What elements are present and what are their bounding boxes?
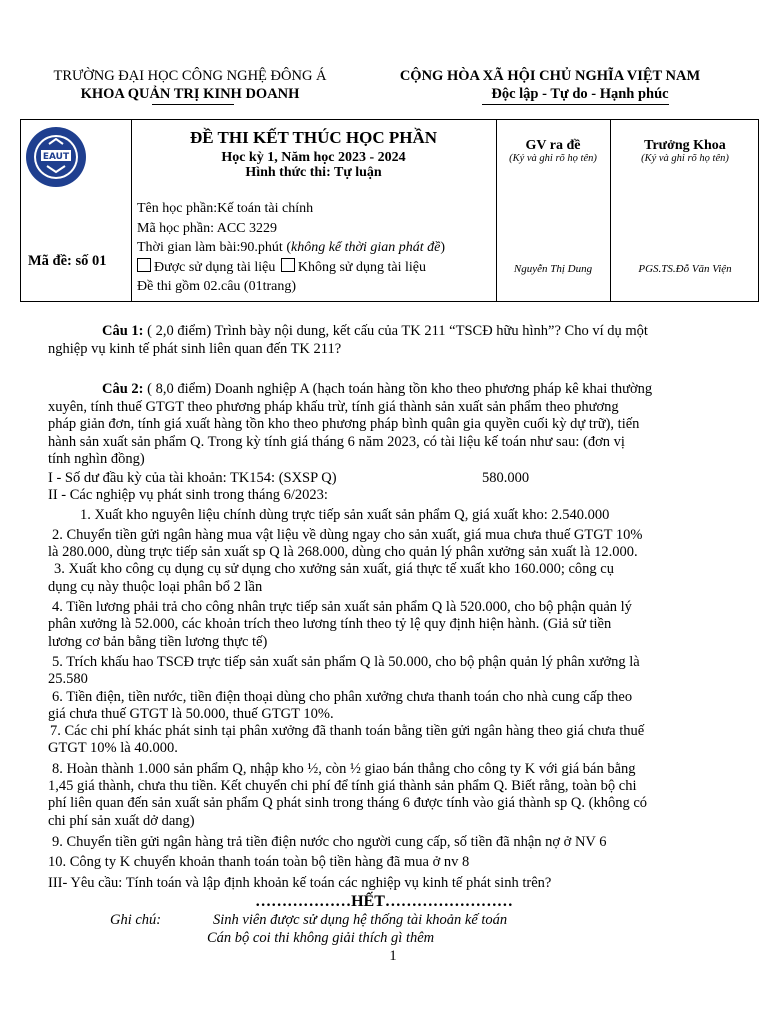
logo-center-text: EAUT <box>42 152 70 162</box>
lecturer-title: GV ra đề <box>525 138 581 153</box>
exam-time-end: ) <box>440 240 446 255</box>
transaction-text: lương cơ bản bằng tiền lương thực tế) <box>48 633 268 650</box>
question-2-line: hành sản xuất sản phẩm Q. Trong kỳ tính giá tháng 6 năm 2023, có tài liệu kế toán như sau: (đơn vị <box>48 433 625 450</box>
course-code: Mã học phần: ACC 3229 <box>137 220 277 236</box>
transaction-list <box>48 505 740 524</box>
exam-info-table <box>20 119 759 302</box>
end-marker: ………………HẾT…………………… <box>255 893 513 910</box>
question-2-line: ( 8,0 điểm) Doanh nghiệp A (hạch toán hàng tồn kho theo phương pháp kê khai thường <box>143 381 653 397</box>
lecturer-name: Nguyễn Thị Dung <box>513 263 593 275</box>
requirement: III- Yêu cầu: Tính toán và lập định khoản kế toán các nghiệp vụ kinh tế phát sinh trên? <box>48 874 552 891</box>
question-2-line: tính nghìn đồng) <box>48 451 145 467</box>
dean-name: PGS.TS.Đỗ Văn Viện <box>638 263 732 275</box>
transaction-text: dụng cụ này thuộc loại phân bổ 2 lần <box>48 578 263 595</box>
question-2-line: pháp giản đơn, tính giá xuất hàng tồn kho theo phương pháp bình quân gia quyền cuối kỳ dự trữ), tiến <box>48 416 640 432</box>
opening-balance <box>48 470 740 487</box>
lecturer-note: (Ký và ghi rõ họ tên) <box>509 153 597 164</box>
transaction-text: 7. Các chi phí khác phát sinh tại phân xưởng đã thanh toán bằng tiền gửi ngân hàng theo giá chưa thuế <box>50 723 645 740</box>
transaction-text: chi phí sản xuất dở dang) <box>48 812 195 829</box>
opening-balance-label: I - Số dư đầu kỳ của tài khoản: TK154: (SXSP Q) <box>48 470 337 486</box>
question-2 <box>48 381 740 469</box>
transaction-text: 8. Hoàn thành 1.000 sản phẩm Q, nhập kho ½, còn ½ giao bán thẳng cho công ty K với giá bán bằng <box>52 760 636 777</box>
question-1-line: nghiệp vụ kinh tế phát sinh liên quan đến TK 211? <box>48 340 342 357</box>
transaction-text: giá chưa thuế GTGT là 50.000, thuế GTGT 10%. <box>48 705 334 722</box>
transaction-text: 1,45 giá thành, chưa thu tiền. Kết chuyển chi phí để tính giá thành sản phẩm Q. Biết rằng, toàn bộ chi <box>48 778 637 795</box>
exam-time-main: Thời gian làm bài:90.phút ( <box>137 240 291 255</box>
question-2-label: Câu 2: <box>102 381 144 397</box>
exam-code: Mã đề: số 01 <box>28 253 107 269</box>
transaction-text: 2. Chuyển tiền gửi ngân hàng mua vật liệu về dùng ngay cho sản xuất, giá mua chưa thuế GTGT 10% <box>52 526 643 543</box>
dean-note: (Ký và ghi rõ họ tên) <box>641 153 729 164</box>
section-title: II - Các nghiệp vụ phát sinh trong tháng 6/2023: <box>48 487 328 504</box>
course-name: Tên học phần:Kế toán tài chính <box>137 201 314 216</box>
transaction-text: 3. Xuất kho công cụ dụng cụ sử dụng cho xưởng sản xuất, giá thực tế xuất kho 160.000; công cụ <box>54 561 614 578</box>
transaction-text: 6. Tiền điện, tiền nước, tiền điện thoại dùng cho phân xưởng chưa thanh toán cho nhà cung cấp theo <box>52 688 633 705</box>
dean-title: Trưởng Khoa <box>644 138 726 153</box>
university-name: TRƯỜNG ĐẠI HỌC CÔNG NGHỆ ĐÔNG Á <box>53 68 327 84</box>
faculty-name-text: KHOA QUẢN TRỊ KINH DOANH <box>80 86 300 102</box>
faculty-underline <box>152 104 234 105</box>
exam-pages: Đề thi gồm 02.câu (01trang) <box>137 279 297 294</box>
exam-time-note: không kể thời gian phát đề <box>291 240 441 255</box>
opening-balance-value: 580.000 <box>482 470 530 486</box>
transaction-item <box>80 505 740 524</box>
transaction-text: 25.580 <box>48 671 88 688</box>
transaction-text: GTGT 10% là 40.000. <box>48 740 178 757</box>
transaction-text: là 280.000, dùng trực tiếp sản xuất sp Q là 268.000, dùng cho quản lý phân xưởng sản xuất là 12.000. <box>48 544 638 561</box>
university-logo <box>25 126 87 188</box>
faculty-name <box>20 86 360 103</box>
note-label: Ghi chú: <box>110 912 162 928</box>
transaction-text: phí liên quan đến sản xuất sản phẩm Q phát sinh trong tháng 6 được tính vào giá thành sp Q. (không có <box>48 795 648 812</box>
exam-form: Hình thức thi: Tự luận <box>245 165 382 180</box>
exam-details <box>137 199 445 297</box>
transaction-text: 10. Công ty K chuyển khoản thanh toán toàn bộ tiền hàng đã mua ở nv 8 <box>48 854 470 871</box>
question-2-line: xuyên, tính thuế GTGT theo phương pháp khấu trừ, tính giá thành sản xuất sản phẩm theo phương <box>48 398 619 415</box>
transaction-text: 4. Tiền lương phải trả cho công nhân trực tiếp sản xuất sản phẩm Q là 520.000, cho bộ phận quản lý <box>52 599 632 616</box>
question-1-label: Câu 1: <box>102 323 144 339</box>
republic-name: CỘNG HÒA XÃ HỘI CHỦ NGHĨA VIỆT NAM <box>399 68 701 84</box>
page-number: 1 <box>389 948 397 964</box>
not-allowed-checkbox[interactable] <box>281 258 295 272</box>
motto: Độc lập - Tự do - Hạnh phúc <box>491 86 669 102</box>
allowed-label: Được sử dụng tài liệu <box>154 259 276 275</box>
question-1 <box>48 323 740 358</box>
transaction-text: 9. Chuyển tiền gửi ngân hàng trả tiền điện nước cho người cung cấp, số tiền đã nhận nợ ở NV 6 <box>52 833 607 850</box>
transaction-text: phân xưởng là 52.000, các khoản trích theo lương tính theo tỷ lệ quy định hiện hành. (Giả sử tiền <box>48 616 612 633</box>
transaction-text: 1. Xuất kho nguyên liệu chính dùng trực tiếp sản xuất sản phẩm Q, giá xuất kho: 2.540.000 <box>80 506 610 523</box>
question-2-body <box>48 470 740 892</box>
transaction-text: 5. Trích khấu hao TSCĐ trực tiếp sản xuất sản phẩm Q là 50.000, cho bộ phận quản lý phân xưởng là <box>52 653 640 670</box>
allowed-checkbox[interactable] <box>137 258 151 272</box>
exam-time <box>137 238 445 258</box>
exam-title: ĐỀ THI KẾT THÚC HỌC PHẦN <box>189 128 438 147</box>
motto-underline <box>482 104 669 105</box>
transaction-item <box>48 524 740 544</box>
materials-options <box>137 258 445 278</box>
not-allowed-label: Không sử dụng tài liệu <box>297 259 426 275</box>
question-1-line: ( 2,0 điểm) Trình bày nội dung, kết cấu của TK 211 “TSCĐ hữu hình”? Cho ví dụ một <box>143 323 648 339</box>
note-line-1: Sinh viên được sử dụng hệ thống tài khoản kế toán <box>213 912 508 928</box>
note-line-2: Cán bộ coi thi không giải thích gì thêm <box>207 930 435 946</box>
exam-semester: Học kỳ 1, Năm học 2023 - 2024 <box>221 150 406 165</box>
